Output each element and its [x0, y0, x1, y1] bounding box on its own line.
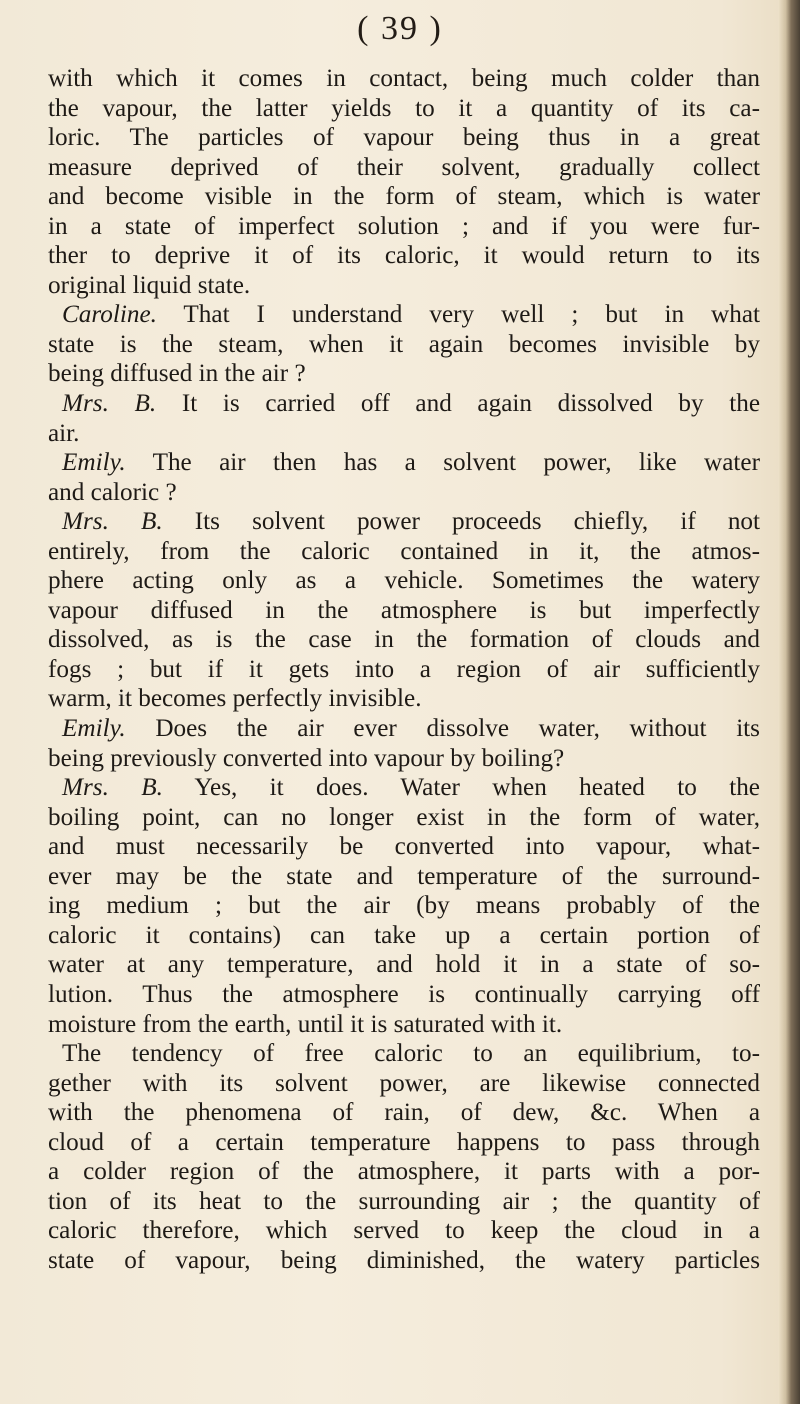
line-text: caloric therefore, which served to keep the cloud in a — [48, 1217, 760, 1245]
text-line — [48, 419, 760, 449]
text-line — [48, 596, 760, 626]
text-line — [48, 537, 760, 567]
line-text: Yes, it does. Water when heated to the — [162, 774, 760, 802]
text-line — [48, 862, 760, 892]
line-text: ever may be the state and temperature of the surround- — [48, 862, 760, 890]
line-text: and must necessarily be converted into vapour, what- — [48, 833, 760, 861]
line-text: lution. Thus the atmosphere is continually carrying off — [48, 980, 760, 1008]
line-text: a colder region of the atmosphere, it parts with a por- — [48, 1158, 760, 1186]
line-text: tion of its heat to the surrounding air ; the quantity of — [48, 1187, 760, 1215]
line-text: boiling point, can no longer exist in the form of water, — [48, 803, 760, 831]
line-text: dissolved, as is the case in the formation of clouds and — [48, 626, 760, 654]
text-line — [48, 1187, 760, 1217]
text-line — [48, 1098, 760, 1128]
text-line — [48, 478, 760, 508]
line-text: with which it comes in contact, being much colder than — [48, 65, 760, 92]
speaker-name: Emily. — [62, 715, 126, 743]
text-line — [48, 714, 760, 744]
line-text: loric. The particles of vapour being thus in a great — [48, 124, 760, 152]
line-text: fogs ; but if it gets into a region of air sufficiently — [48, 655, 760, 683]
line-text: and caloric ? — [48, 478, 177, 506]
speaker-name: Mrs. B. — [62, 390, 157, 418]
line-text: Its solvent power proceeds chiefly, if not — [162, 508, 760, 536]
line-text: caloric it contains) can take up a certain portion of — [48, 921, 760, 949]
line-text: The tendency of free caloric to an equilibrium, to- — [62, 1040, 760, 1068]
line-text: state is the steam, when it again becomes invisible by — [48, 330, 760, 358]
text-line — [48, 566, 760, 596]
line-text: with the phenomena of rain, of dew, &c. When a — [48, 1099, 760, 1127]
text-line — [48, 64, 760, 94]
book-spine-edge — [778, 0, 800, 1404]
speaker-name: Emily. — [62, 449, 126, 477]
line-text: vapour diffused in the atmosphere is but imperfectly — [48, 596, 760, 624]
text-line — [48, 1069, 760, 1099]
line-text: and become visible in the form of steam, which is water — [48, 183, 760, 211]
line-text: The air then has a solvent power, like water — [125, 449, 760, 477]
line-text: That I understand very well ; but in what — [156, 301, 760, 329]
text-line — [48, 891, 760, 921]
line-text: water at any temperature, and hold it in a state of so- — [48, 951, 760, 979]
text-line — [48, 123, 760, 153]
text-line — [48, 1157, 760, 1187]
text-line — [48, 773, 760, 803]
text-line — [48, 448, 760, 478]
line-text: phere acting only as a vehicle. Sometimes the watery — [48, 567, 760, 595]
line-text: being diffused in the air ? — [48, 360, 306, 388]
text-line — [48, 655, 760, 685]
text-line — [48, 94, 760, 124]
text-line — [48, 1039, 760, 1069]
text-line — [48, 980, 760, 1010]
speaker-name: Mrs. B. — [62, 774, 163, 802]
line-text: gether with its solvent power, are likewise connected — [48, 1069, 760, 1097]
text-line — [48, 744, 760, 774]
line-text: state of vapour, being diminished, the watery particles — [48, 1246, 760, 1274]
line-text: in a state of imperfect solution ; and if you were fur- — [48, 212, 760, 240]
line-text: It is carried off and again dissolved by the — [156, 390, 760, 418]
text-line — [48, 359, 760, 389]
line-text: entirely, from the caloric contained in it, the atmos- — [48, 537, 760, 565]
text-line — [48, 1010, 760, 1040]
text-line — [48, 950, 760, 980]
text-line — [48, 832, 760, 862]
text-line — [48, 1246, 760, 1276]
line-text: air. — [48, 419, 80, 447]
text-line — [48, 182, 760, 212]
text-line — [48, 803, 760, 833]
text-line — [48, 153, 760, 183]
line-text: moisture from the earth, until it is saturated with it. — [48, 1010, 563, 1038]
line-text: original liquid state. — [48, 271, 251, 299]
line-text: cloud of a certain temperature happens to pass through — [48, 1128, 760, 1156]
line-text: the vapour, the latter yields to it a quantity of its ca- — [48, 94, 760, 122]
line-text: measure deprived of their solvent, gradually collect — [48, 153, 760, 181]
page-text-body — [48, 64, 760, 1275]
text-line — [48, 921, 760, 951]
text-line — [48, 1128, 760, 1158]
line-text: being previously converted into vapour by boiling? — [48, 744, 565, 772]
text-line — [48, 271, 760, 301]
text-line — [48, 389, 760, 419]
text-line — [48, 300, 760, 330]
text-line — [48, 241, 760, 271]
text-line — [48, 625, 760, 655]
speaker-name: Caroline. — [62, 301, 157, 329]
page-number: ( 39 ) — [357, 10, 443, 47]
text-line — [48, 507, 760, 537]
line-text: Does the air ever dissolve water, without its — [125, 715, 760, 743]
text-line — [48, 1216, 760, 1246]
speaker-name: Mrs. B. — [62, 508, 163, 536]
text-line — [48, 330, 760, 360]
text-line — [48, 212, 760, 242]
line-text: ther to deprive it of its caloric, it would return to its — [48, 242, 760, 270]
line-text: warm, it becomes perfectly invisible. — [48, 685, 422, 713]
line-text: ing medium ; but the air (by means probably of the — [48, 892, 760, 920]
text-line — [48, 684, 760, 714]
